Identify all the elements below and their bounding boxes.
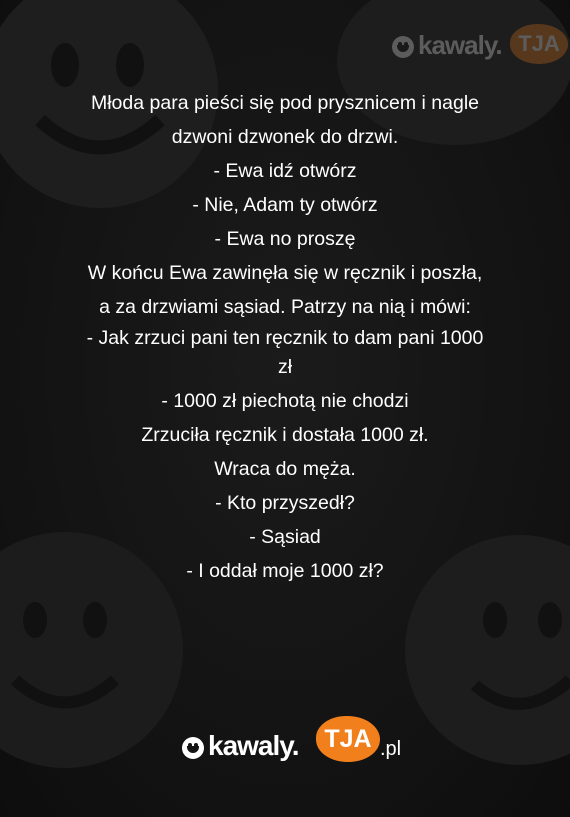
joke-text — [40, 86, 530, 588]
joke-line: Zrzuciła ręcznik i dostała 1000 zł. — [141, 424, 429, 446]
site-logo — [182, 716, 422, 776]
joke-line: - Kto przyszedł? — [215, 492, 355, 514]
smiley-icon — [392, 36, 414, 58]
joke-line: - Sąsiad — [249, 526, 321, 548]
logo-badge: TJA — [316, 716, 380, 762]
logo-word: kawaly. — [418, 30, 502, 60]
joke-line: zł — [277, 356, 293, 378]
logo-word: kawaly. — [208, 730, 299, 761]
smiley-icon — [182, 737, 204, 759]
joke-line: W końcu Ewa zawinęła się w ręcznik i poszła, — [87, 262, 483, 284]
joke-line: a za drzwiami sąsiad. Patrzy na nią i mówi: — [99, 296, 471, 318]
logo-badge: TJA — [510, 24, 568, 64]
joke-line: - Nie, Adam ty otwórz — [192, 194, 378, 216]
joke-line: - 1000 zł piechotą nie chodzi — [161, 390, 409, 412]
joke-line: - Jak zrzuci pani ten ręcznik to dam pani 1000 — [86, 327, 484, 349]
joke-line: Wraca do męża. — [214, 458, 356, 480]
joke-line: - Ewa no proszę — [214, 228, 356, 250]
joke-line: Młoda para pieści się pod prysznicem i nagle — [90, 92, 480, 114]
logo-tld: .pl — [380, 738, 402, 760]
watermark-logo — [392, 24, 568, 76]
joke-line: - Ewa idź otwórz — [213, 160, 357, 182]
joke-line: dzwoni dzwonek do drzwi. — [171, 126, 399, 148]
joke-line: - I oddał moje 1000 zł? — [186, 560, 384, 582]
